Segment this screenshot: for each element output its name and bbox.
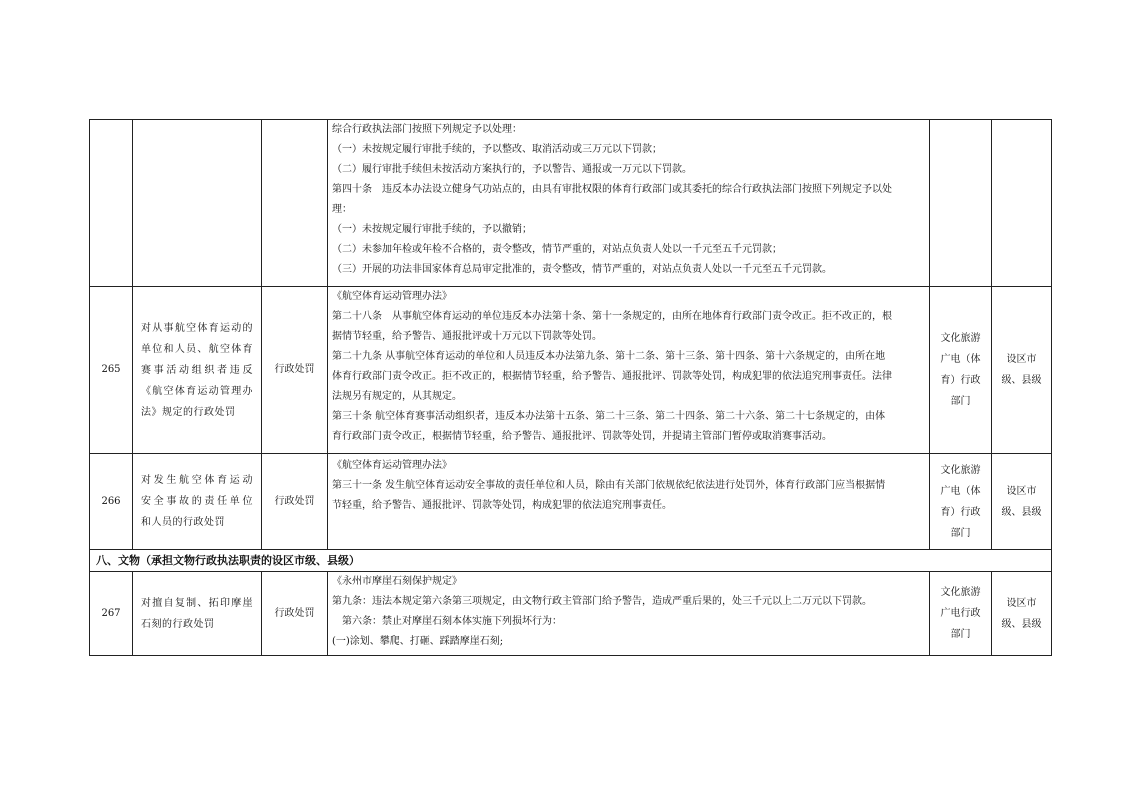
basis-line: 据情节轻重，给予警告、通报批评或十万元以下罚款等处罚。 xyxy=(332,331,602,342)
table-row xyxy=(90,120,1052,287)
basis-line: （一）未按规定履行审批手续的，予以整改、取消活动或三万元以下罚款； xyxy=(332,144,662,155)
basis-line: 理： xyxy=(332,204,352,215)
responsible-department: 文化旅游广电（体育）行政部门 xyxy=(930,454,992,550)
legal-basis xyxy=(328,454,930,550)
legal-basis xyxy=(328,572,930,656)
table-row xyxy=(90,454,1052,550)
legal-basis xyxy=(328,120,930,287)
section-header-row xyxy=(90,550,1052,572)
penalty-type: 行政处罚 xyxy=(262,454,328,550)
responsible-department: 文化旅游广电行政部门 xyxy=(930,572,992,656)
basis-line: 第九条：违法本规定第六条第三项规定，由文物行政主管部门给予警告，造成严重后果的，处三千元以上二万元以下罚款。 xyxy=(332,596,872,607)
row-number: 266 xyxy=(90,454,133,550)
item-name: 对发生航空体育运动 安全事故的责任单位 和人员的行政处罚 xyxy=(133,454,262,550)
basis-line: （三）开展的功法非国家体育总局审定批准的，责令整改，情节严重的，对站点负责人处以一千元至五千元罚款。 xyxy=(332,264,832,275)
basis-line: 第四十条 违反本办法设立健身气功站点的，由具有审批权限的体育行政部门或其委托的综合行政执法部门按照下列规定予以处 xyxy=(332,184,892,195)
basis-line: 节轻重，给予警告、通报批评、罚款等处罚，构成犯罪的依法追究刑事责任。 xyxy=(332,500,672,511)
basis-line: 《航空体育运动管理办法》 xyxy=(332,460,452,471)
basis-line: 第三十一条 发生航空体育运动安全事故的责任单位和人员，除由有关部门依规依纪依法进行处罚外，体育行政部门应当根据情 xyxy=(332,480,886,491)
item-name: 对擅自复制、拓印摩崖石刻的行政处罚 xyxy=(133,572,262,656)
basis-line: (一)涂划、攀爬、打砸、踩踏摩崖石刻; xyxy=(332,636,504,647)
row-number xyxy=(90,120,133,287)
basis-line: 育行政部门责令改正，根据情节轻重，给予警告、通报批评、罚款等处罚，并提请主管部门暂停或取消赛事活动。 xyxy=(332,431,832,442)
jurisdiction-level xyxy=(992,120,1052,287)
basis-line: 《永州市摩崖石刻保护规定》 xyxy=(332,576,462,587)
regulation-table xyxy=(89,119,1052,656)
section-title: 八、文物（承担文物行政执法职责的设区市级、县级） xyxy=(90,550,1052,572)
responsible-department xyxy=(930,120,992,287)
row-number: 267 xyxy=(90,572,133,656)
responsible-department: 文化旅游广电（体育）行政部门 xyxy=(930,287,992,454)
basis-line: （二）未参加年检或年检不合格的，责令整改，情节严重的，对站点负责人处以一千元至五千元罚款； xyxy=(332,244,782,255)
table-row xyxy=(90,287,1052,454)
item-name: 对从事航空体育运动的单位和人员、航空体育赛事活动组织者违反《航空体育运动管理办法》规定的行政处罚 xyxy=(133,287,262,454)
basis-line: 《航空体育运动管理办法》 xyxy=(332,291,452,302)
basis-line: 法规另有规定的，从其规定。 xyxy=(332,391,462,402)
penalty-type xyxy=(262,120,328,287)
penalty-type: 行政处罚 xyxy=(262,572,328,656)
basis-line: 第六条：禁止对摩崖石刻本体实施下列损坏行为： xyxy=(332,616,562,627)
basis-line: 第二十八条 从事航空体育运动的单位违反本办法第十条、第十一条规定的，由所在地体育行政部门责令改正。拒不改正的，根 xyxy=(332,311,892,322)
jurisdiction-level: 设区市级、县级 xyxy=(992,287,1052,454)
basis-line: （二）履行审批手续但未按活动方案执行的，予以警告、通报或一万元以下罚款。 xyxy=(332,164,692,175)
jurisdiction-level: 设区市级、县级 xyxy=(992,572,1052,656)
basis-line: （一）未按规定履行审批手续的，予以撤销； xyxy=(332,224,532,235)
jurisdiction-level: 设区市级、县级 xyxy=(992,454,1052,550)
legal-basis xyxy=(328,287,930,454)
item-name xyxy=(133,120,262,287)
basis-line: 第三十条 航空体育赛事活动组织者，违反本办法第十五条、第二十三条、第二十四条、第二十六条、第二十七条规定的，由体 xyxy=(332,411,886,422)
row-number: 265 xyxy=(90,287,133,454)
basis-line: 体育行政部门责令改正。拒不改正的，根据情节轻重，给予警告、通报批评、罚款等处罚，构成犯罪的依法追究刑事责任。法律 xyxy=(332,371,892,382)
penalty-type: 行政处罚 xyxy=(262,287,328,454)
basis-line: 第二十九条 从事航空体育运动的单位和人员违反本办法第九条、第十二条、第十三条、第十四条、第十六条规定的，由所在地 xyxy=(332,351,886,362)
table-row xyxy=(90,572,1052,656)
basis-line: 综合行政执法部门按照下列规定予以处理： xyxy=(332,124,522,135)
